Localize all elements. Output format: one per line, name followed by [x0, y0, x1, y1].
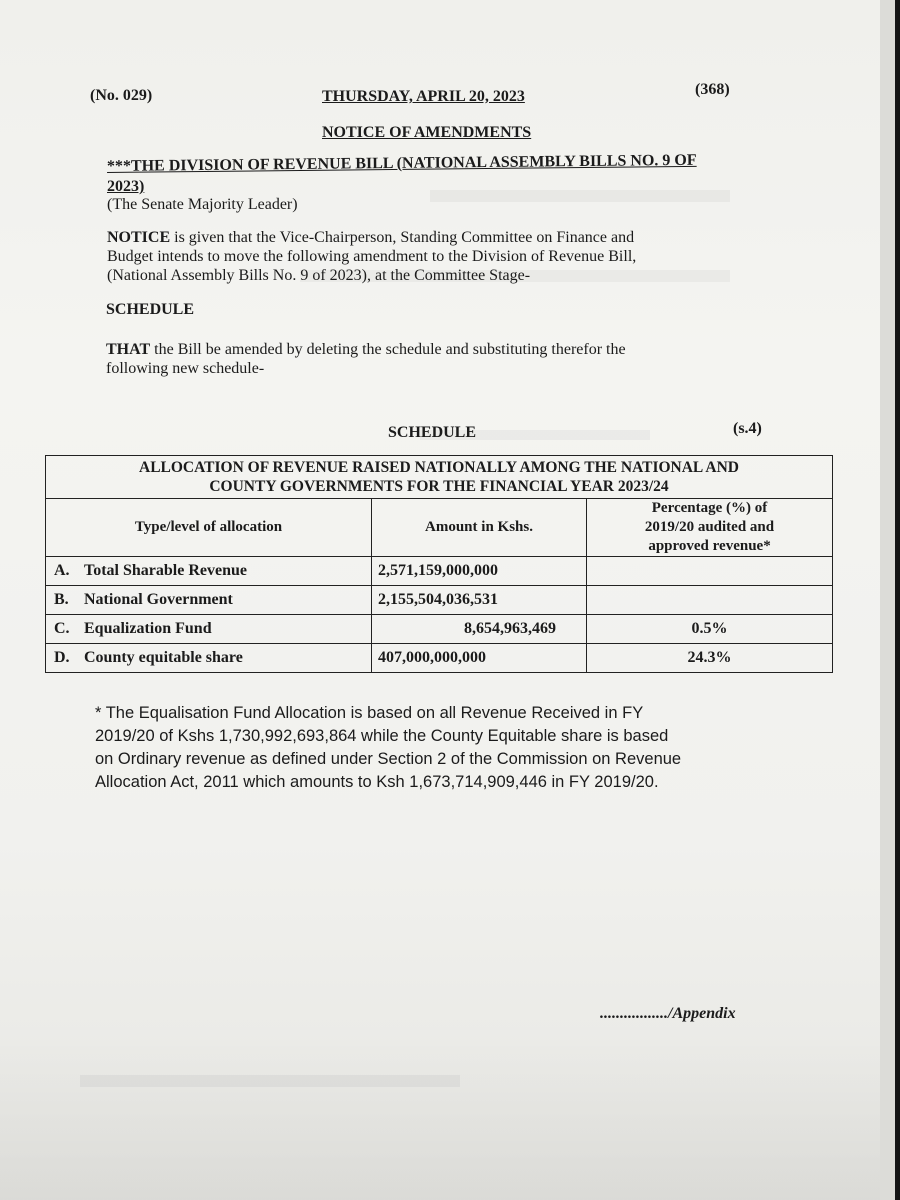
- column-header-percentage: [587, 499, 833, 557]
- table-row: [46, 557, 833, 586]
- amendment-lead: THAT: [106, 341, 151, 358]
- table-row: [46, 586, 833, 615]
- schedule-heading: SCHEDULE: [106, 301, 195, 318]
- notice-line1: is given that the Vice-Chairperson, Standing Committee on Finance and: [170, 229, 635, 246]
- row-letter: B.: [54, 591, 69, 608]
- notice-line2: Budget intends to move the following amendment to the Division of Revenue Bill,: [107, 248, 637, 265]
- row-percentage: [587, 586, 833, 615]
- notice-title: NOTICE OF AMENDMENTS: [322, 124, 532, 141]
- page-number: (368): [695, 81, 730, 98]
- amendment-paragraph: [106, 340, 626, 378]
- appendix-reference: ................./Appendix: [600, 1005, 736, 1022]
- row-amount: 8,654,963,469: [372, 615, 587, 644]
- row-label-text: County equitable share: [84, 649, 243, 666]
- row-percentage: 0.5%: [587, 615, 833, 644]
- row-label: [46, 644, 372, 673]
- bleed-through-mark: [430, 190, 730, 202]
- notice-line3: (National Assembly Bills No. 9 of 2023), at the Committee Stage-: [107, 267, 531, 284]
- row-amount: 407,000,000,000: [372, 644, 587, 673]
- row-amount: 2,155,504,036,531: [372, 586, 587, 615]
- row-label-text: Total Sharable Revenue: [84, 562, 247, 579]
- allocation-table: [45, 455, 833, 673]
- footnote-line2: 2019/20 of Kshs 1,730,992,693,864 while the County Equitable share is based: [95, 727, 669, 745]
- notice-paragraph: [107, 228, 636, 285]
- paper-number: (No. 029): [90, 87, 153, 104]
- row-letter: C.: [54, 620, 70, 637]
- section-reference: (s.4): [733, 420, 762, 437]
- footnote-line3: on Ordinary revenue as defined under Section 2 of the Commission on Revenue: [95, 750, 682, 768]
- footnote-line4: Allocation Act, 2011 which amounts to Ksh 1,673,714,909,446 in FY 2019/20.: [95, 773, 659, 791]
- table-row: [46, 615, 833, 644]
- column-header-percentage-line2: 2019/20 audited and: [644, 519, 775, 535]
- row-label: [46, 615, 372, 644]
- column-header-type: Type/level of allocation: [46, 499, 372, 557]
- amendment-line1: the Bill be amended by deleting the schedule and substituting therefor the: [150, 341, 626, 358]
- table-row: [46, 644, 833, 673]
- column-header-percentage-line3: approved revenue*: [648, 538, 771, 554]
- row-label: [46, 586, 372, 615]
- footnote: [95, 702, 795, 794]
- row-label-text: Equalization Fund: [84, 620, 212, 637]
- table-title: [46, 456, 833, 499]
- row-label-text: National Government: [84, 591, 233, 608]
- paper-date: THURSDAY, APRIL 20, 2023: [322, 88, 525, 105]
- table-title-line2: COUNTY GOVERNMENTS FOR THE FINANCIAL YEAR 2023/24: [209, 478, 669, 495]
- bleed-through-mark: [80, 1075, 460, 1087]
- row-letter: D.: [54, 649, 70, 666]
- table-title-line1: ALLOCATION OF REVENUE RAISED NATIONALLY AMONG THE NATIONAL AND: [139, 459, 740, 476]
- bill-title-line1: ***THE DIVISION OF REVENUE BILL (NATIONAL ASSEMBLY BILLS NO. 9 OF: [106, 151, 697, 175]
- schedule-table-heading: SCHEDULE: [388, 424, 477, 441]
- row-label: [46, 557, 372, 586]
- row-percentage: [587, 557, 833, 586]
- column-header-amount: Amount in Kshs.: [372, 499, 587, 557]
- bill-sponsor: (The Senate Majority Leader): [107, 196, 298, 213]
- notice-lead: NOTICE: [107, 229, 171, 246]
- row-percentage: 24.3%: [587, 644, 833, 673]
- bill-title-line2: 2023): [107, 178, 145, 195]
- row-letter: A.: [54, 562, 70, 579]
- footnote-line1: * The Equalisation Fund Allocation is based on all Revenue Received in FY: [95, 704, 644, 722]
- row-amount: 2,571,159,000,000: [372, 557, 587, 586]
- column-header-percentage-line1: Percentage (%) of: [651, 500, 768, 516]
- amendment-line2: following new schedule-: [106, 360, 265, 377]
